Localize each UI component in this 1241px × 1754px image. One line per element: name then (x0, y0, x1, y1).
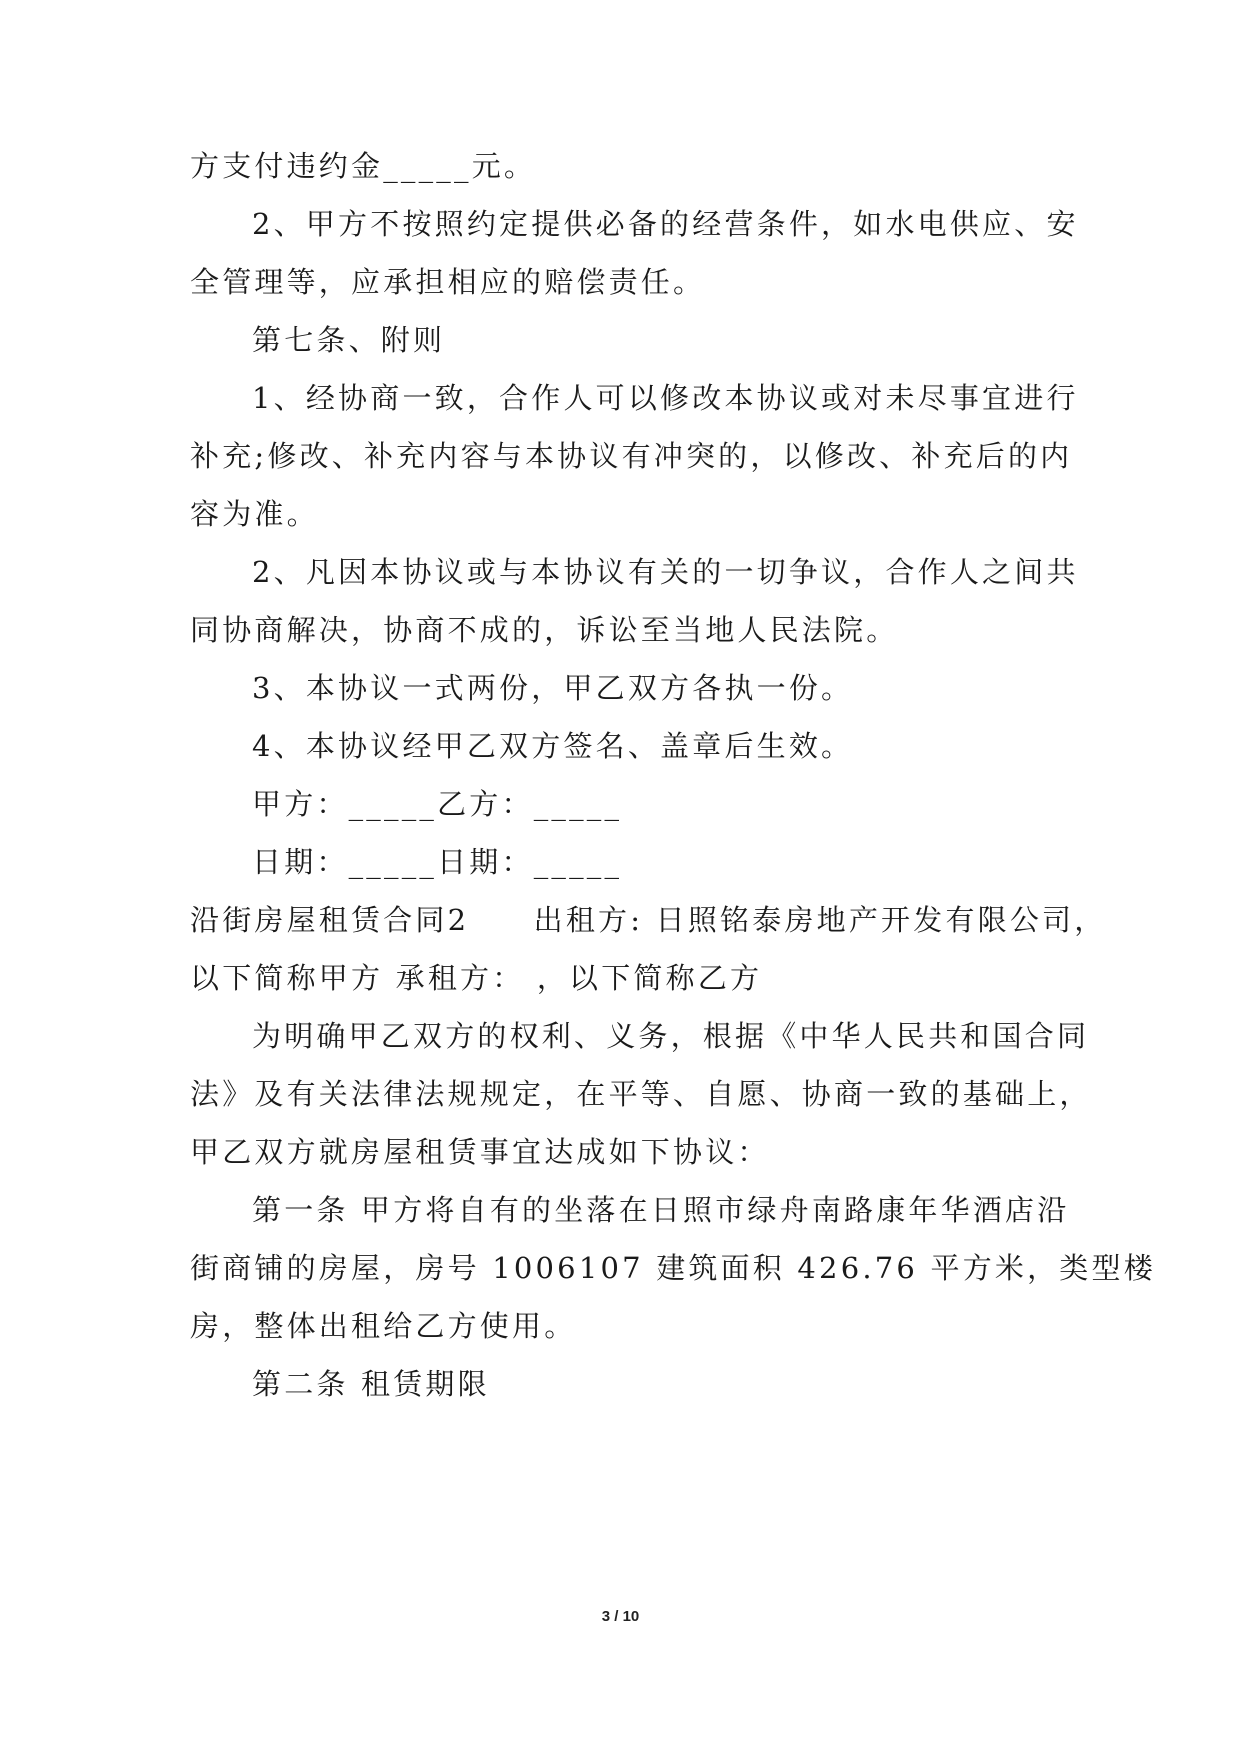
section-heading: 第二条 租赁期限 (252, 1367, 490, 1401)
text-line: 补充;修改、补充内容与本协议有冲突的，以修改、补充后的内 (190, 439, 1073, 473)
text-line: 房，整体出租给乙方使用。 (190, 1309, 577, 1343)
text-line: 为明确甲乙双方的权利、义务，根据《中华人民共和国合同 (252, 1019, 1090, 1053)
date-line: 日期：_____日期：_____ (252, 845, 623, 879)
page-number: 3 / 10 (601, 1608, 640, 1625)
text-line: 法》及有关法律法规规定，在平等、自愿、协商一致的基础上， (190, 1077, 1092, 1111)
text-line: 容为准。 (190, 497, 319, 531)
text-line: 3、本协议一式两份，甲乙双方各执一份。 (252, 671, 854, 705)
text-line: 同协商解决，协商不成的，诉讼至当地人民法院。 (190, 613, 899, 647)
text-line: 全管理等，应承担相应的赔偿责任。 (190, 265, 706, 299)
text-line: 4、本协议经甲乙双方签名、盖章后生效。 (252, 729, 854, 763)
text-line: 甲乙双方就房屋租赁事宜达成如下协议： (190, 1135, 770, 1169)
text-line: 第一条 甲方将自有的坐落在日照市绿舟南路康年华酒店沿 (252, 1193, 1070, 1227)
text-line: 方支付违约金_____元。 (190, 149, 537, 183)
text-line: 街商铺的房屋，房号 1006107 建筑面积 426.76 平方米，类型楼 (190, 1251, 1156, 1285)
text-line: 2、甲方不按照约定提供必备的经营条件，如水电供应、安 (252, 207, 1079, 241)
signature-line: 甲方：_____乙方：_____ (252, 787, 623, 821)
text-line: 以下简称甲方 承租方： ，以下简称乙方 (190, 961, 763, 995)
text-line: 1、经协商一致，合作人可以修改本协议或对未尽事宜进行 (252, 381, 1079, 415)
section-heading: 第七条、附则 (252, 323, 446, 357)
text-line: 2、凡因本协议或与本协议有关的一切争议，合作人之间共 (252, 555, 1079, 589)
contract-title-line: 沿街房屋租赁合同2 出租方: 日照铭泰房地产开发有限公司， (190, 903, 1107, 937)
